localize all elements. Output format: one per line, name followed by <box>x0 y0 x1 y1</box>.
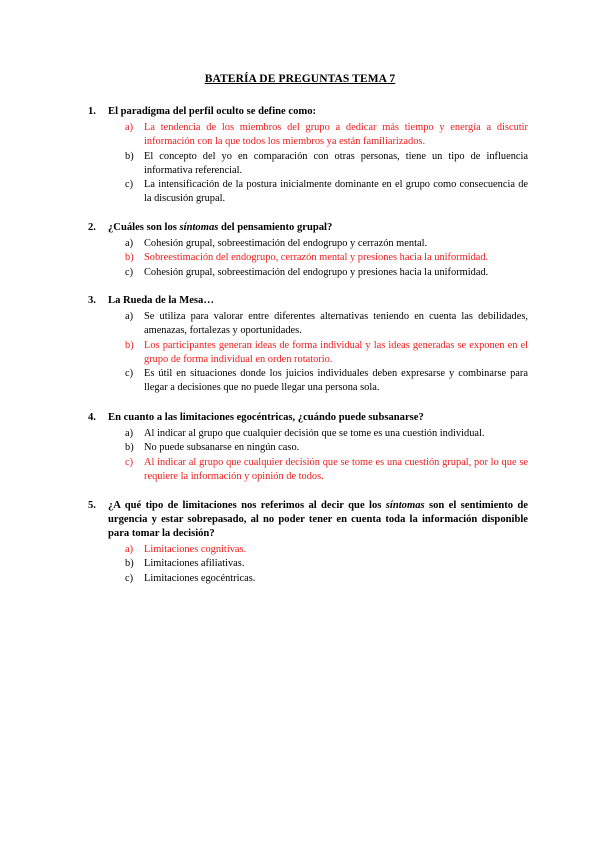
question-3 <box>88 294 528 396</box>
question-number: 2. <box>88 222 96 233</box>
option-c: c) Cohesión grupal, sobreestimación del endogrupo y presiones hacia la uniformidad. <box>125 266 489 278</box>
question-number: 4. <box>88 412 96 423</box>
option-a: a) La tendencia de los miembros del grupo a dedicar más tiempo y energía a discutir información con la que todos los miembros ya están familiarizados. <box>125 122 528 148</box>
question-text: El paradigma del perfil oculto se define como: <box>108 106 317 117</box>
question-1 <box>88 105 528 207</box>
question-number: 3. <box>88 295 96 306</box>
option-a: a) Limitaciones cognitivas. <box>125 544 247 555</box>
question-2 <box>88 221 528 280</box>
option-a: a) Se utiliza para valorar entre diferentes alternativas teniendo en cuenta las debilidades, amenazas, fortalezas y oportunidades. <box>125 311 528 337</box>
option-b: b) No puede subsanarse en ningún caso. <box>125 442 300 454</box>
option-a: a) Al indicar al grupo que cualquier decisión que se tome es una cuestión individual. <box>125 428 485 439</box>
question-text: ¿Cuáles son los síntomas del pensamiento grupal? <box>108 222 333 233</box>
question-number: 5. <box>88 500 96 511</box>
option-b: b) Sobreestimación del endogrupo, cerrazón mental y presiones hacia la uniformidad. <box>125 252 489 264</box>
option-c: c) Limitaciones egocéntricas. <box>125 572 256 584</box>
option-b: b) El concepto del yo en comparación con otras personas, tiene un tipo de influencia informativa referencial. <box>125 150 528 176</box>
option-b: b) Limitaciones afiliativas. <box>125 558 245 570</box>
option-c: c) Es útil en situaciones donde los juicios individuales deben expresarse y combinarse para llegar a decisiones que no puede llegar una persona sola. <box>125 368 528 394</box>
question-text: La Rueda de la Mesa… <box>108 295 214 306</box>
option-b: b) Los participantes generan ideas de forma individual y las ideas generadas se exponen en el grupo de forma individual en orden rotatorio. <box>125 339 528 365</box>
question-text: ¿A qué tipo de limitaciones nos referimos al decir que los síntomas son el sentimiento de urgencia y estar sobrepasado, al no poder tener en cuenta toda la información disponible para tomar la decisión? <box>108 500 528 539</box>
question-5 <box>88 499 528 586</box>
question-4 <box>88 411 528 484</box>
document-title: BATERÍA DE PREGUNTAS TEMA 7 <box>204 73 396 85</box>
option-c: c) La intensificación de la postura inicialmente dominante en el grupo como consecuencia de la discusión grupal. <box>125 179 528 205</box>
question-number: 1. <box>88 106 96 117</box>
option-a: a) Cohesión grupal, sobreestimación del endogrupo y cerrazón mental. <box>125 238 428 249</box>
question-text: En cuanto a las limitaciones egocéntricas, ¿cuándo puede subsanarse? <box>108 412 424 423</box>
option-c: c) Al indicar al grupo que cualquier decisión que se tome es una cuestión grupal, por lo que se requiere la información y opinión de todos. <box>125 456 528 482</box>
